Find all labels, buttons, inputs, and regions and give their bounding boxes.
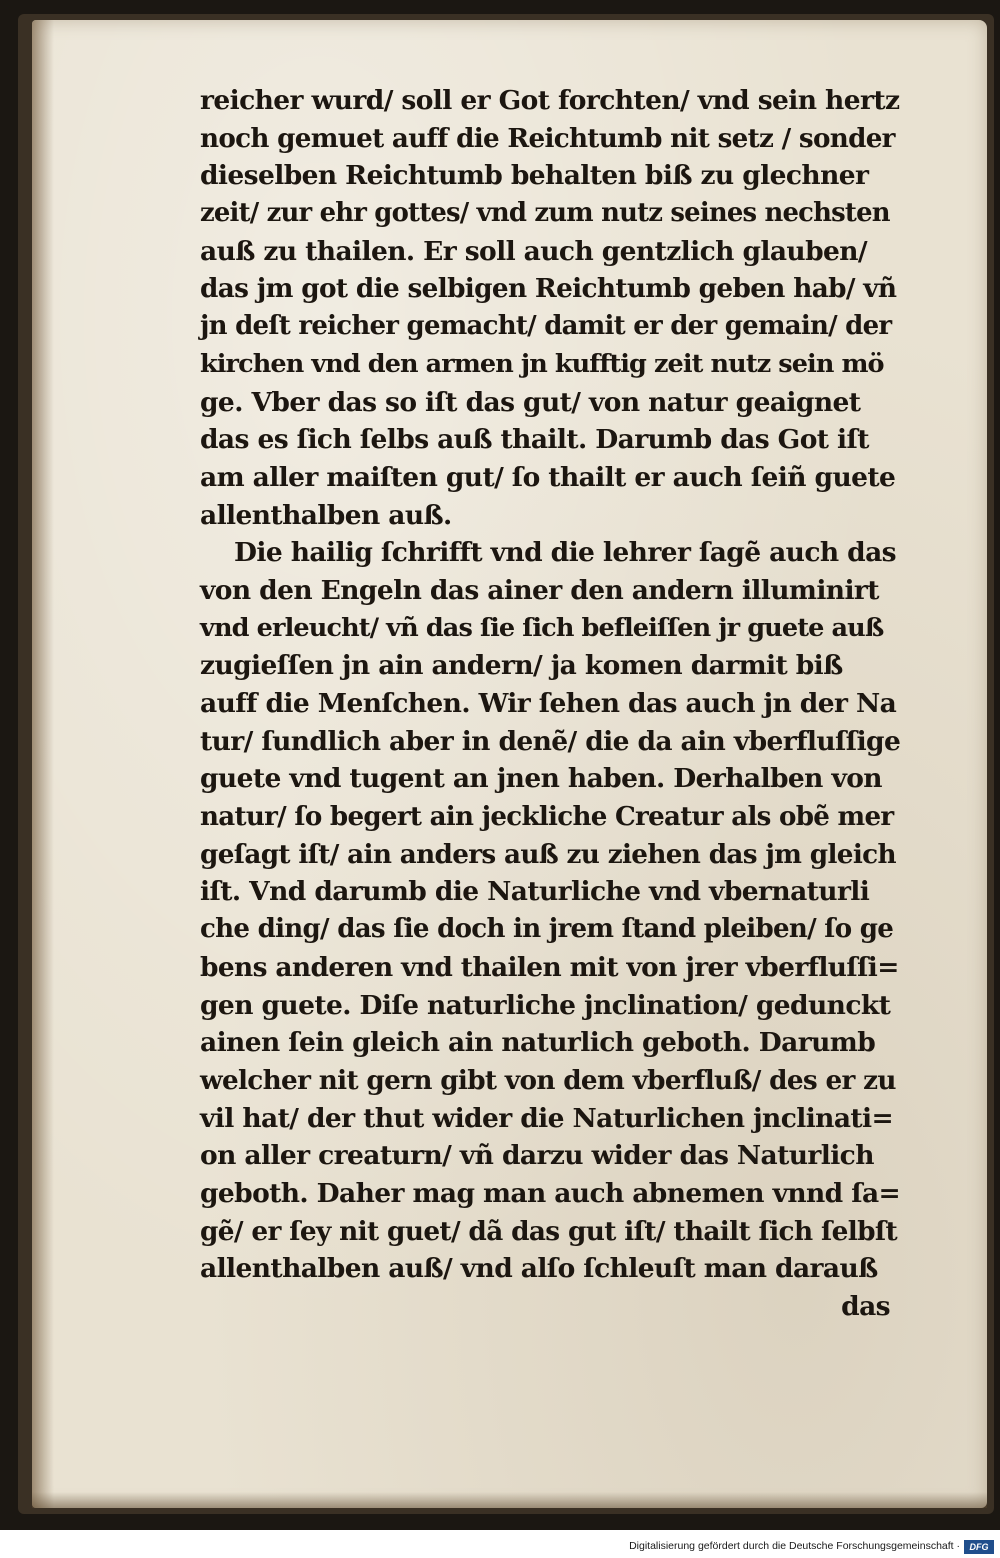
text-line: vil hat/ der thut wider die Naturlichen jnclinati= [200, 1102, 894, 1134]
text-line: welcher nit gern gibt von dem vberfluß/ des er zu [200, 1064, 896, 1096]
text-line: dieselben Reichtumb behalten biß zu glechner [200, 160, 869, 192]
text-line: che ding/ das ſie doch in jrem ſtand pleiben/ ſo ge [200, 914, 894, 945]
text-line: zeit/ zur ehr gottes/ vnd zum nutz seines nechsten [200, 198, 890, 229]
text-line: on aller creaturn/ vñ darzu wider das Naturlich [200, 1140, 874, 1172]
text-line: vnd erleucht/ vñ das ſie ſich befleiſſen jr guete auß [200, 612, 884, 643]
dfg-logo-icon: DFG [964, 1540, 994, 1554]
funding-credit: Digitalisierung gefördert durch die Deutsche Forschungsgemeinschaft · [629, 1540, 960, 1552]
text-line: das es ſich ſelbs auß thailt. Darumb das Got iſt [200, 424, 869, 456]
text-line: zugieſſen jn ain andern/ ja komen darmit biß [200, 650, 843, 682]
text-line: guete vnd tugent an jnen haben. Derhalben von [200, 763, 882, 795]
paragraph-start-line: Die hailig ſchrifft vnd die lehrer ſagẽ auch das [234, 537, 896, 569]
text-line: natur/ ſo begert ain jeckliche Creatur als obẽ mer [200, 801, 894, 833]
text-line: iſt. Vnd darumb die Naturliche vnd vbernaturli [200, 876, 870, 908]
body-text [200, 82, 900, 1326]
text-line: auff die Menſchen. Wir ſehen das auch jn der Na [200, 688, 897, 719]
text-line: auß zu thailen. Er soll auch gentzlich glauben/ [200, 235, 868, 267]
text-line: reicher wurd/ soll er Got forchten/ vnd sein hertz [200, 85, 900, 116]
text-line: tur/ ſundlich aber in denẽ/ die da ain vberfluſſige [200, 725, 901, 757]
text-line: gẽ/ er ſey nit guet/ dã das gut iſt/ thailt ſich ſelbſt [200, 1215, 898, 1247]
text-line: am aller maiſten gut/ ſo thailt er auch ſeiñ guete [200, 461, 896, 493]
text-line: ge. Vber das so iſt das gut/ von natur geaignet [200, 386, 861, 418]
text-line: noch gemuet auff die Reichtumb nit setz / sonder [200, 122, 895, 154]
text-line: gen guete. Diſe naturliche jnclination/ gedunckt [200, 989, 891, 1021]
text-line: jn deſt reicher gemacht/ damit er der gemain/ der [200, 311, 892, 342]
text-line: ainen ſein gleich ain naturlich geboth. Darumb [200, 1027, 876, 1059]
text-line: allenthalben auß. [200, 499, 452, 531]
page-gutter-shadow [32, 20, 54, 1508]
catchword: das [841, 1291, 890, 1322]
text-line: kirchen vnd den armen jn kufftig zeit nutz sein mö [200, 348, 884, 379]
page-bottom-shadow [32, 1492, 987, 1508]
text-line: bens anderen vnd thailen mit von jrer vberfluſſi= [200, 951, 899, 983]
text-line: von den Engeln das ainer den andern illuminirt [200, 574, 879, 606]
text-line: allenthalben auß/ vnd alſo ſchleuſt man darauß [200, 1253, 878, 1285]
digitization-footer [0, 1538, 1000, 1558]
text-line: geſagt iſt/ ain anders auß zu ziehen das jm gleich [200, 838, 896, 870]
text-line: das jm got die selbigen Reichtumb geben hab/ vñ [200, 273, 897, 305]
text-line: geboth. Daher mag man auch abnemen vnnd ſa= [200, 1177, 901, 1209]
